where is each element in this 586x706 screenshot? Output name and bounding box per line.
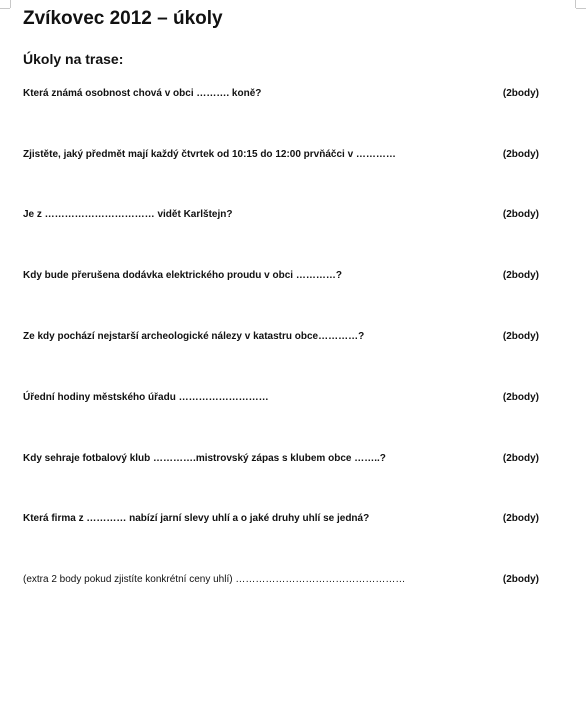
task-row-extra	[23, 574, 539, 590]
task-row	[23, 149, 539, 165]
crop-mark-left	[10, 0, 11, 8]
task-points: (2body)	[502, 513, 539, 524]
task-question-extra: (extra 2 body pokud zjistíte konkrétní ceny uhlí) ……………………………………………	[23, 574, 406, 585]
crop-mark-right	[575, 0, 576, 8]
section-heading: Úkoly na trase:	[23, 51, 124, 67]
task-points: (2body)	[502, 88, 539, 99]
task-row	[23, 331, 539, 347]
task-question: Kdy sehraje fotbalový klub ………….mistrovský zápas s klubem obce ……..?	[23, 453, 386, 464]
task-row	[23, 270, 539, 286]
task-row	[23, 209, 539, 225]
task-question: Je z …………………………… vidět Karlštejn?	[23, 209, 233, 220]
crop-mark-right-h	[576, 8, 586, 9]
task-points: (2body)	[502, 270, 539, 281]
document-title: Zvíkovec 2012 – úkoly	[23, 8, 223, 29]
task-points: (2body)	[502, 149, 539, 160]
task-question: Která firma z ………… nabízí jarní slevy uhlí a o jaké druhy uhlí se jedná?	[23, 513, 370, 524]
task-points: (2body)	[502, 392, 539, 403]
task-question: Která známá osobnost chová v obci ………. koně?	[23, 88, 262, 99]
task-question: Zjistěte, jaký předmět mají každý čtvrtek od 10:15 do 12:00 prvňáčci v …………	[23, 149, 396, 160]
task-points: (2body)	[502, 209, 539, 220]
task-points: (2body)	[502, 453, 539, 464]
task-row	[23, 392, 539, 408]
task-points: (2body)	[502, 574, 539, 585]
task-row	[23, 513, 539, 529]
task-question: Ze kdy pochází nejstarší archeologické nálezy v katastru obce…………?	[23, 331, 365, 342]
task-question: Kdy bude přerušena dodávka elektrického proudu v obci …………?	[23, 270, 342, 281]
task-question: Úřední hodiny městského úřadu ………………………	[23, 392, 269, 403]
crop-mark-left-h	[0, 8, 10, 9]
task-points: (2body)	[502, 331, 539, 342]
task-row	[23, 453, 539, 469]
task-row	[23, 88, 539, 104]
